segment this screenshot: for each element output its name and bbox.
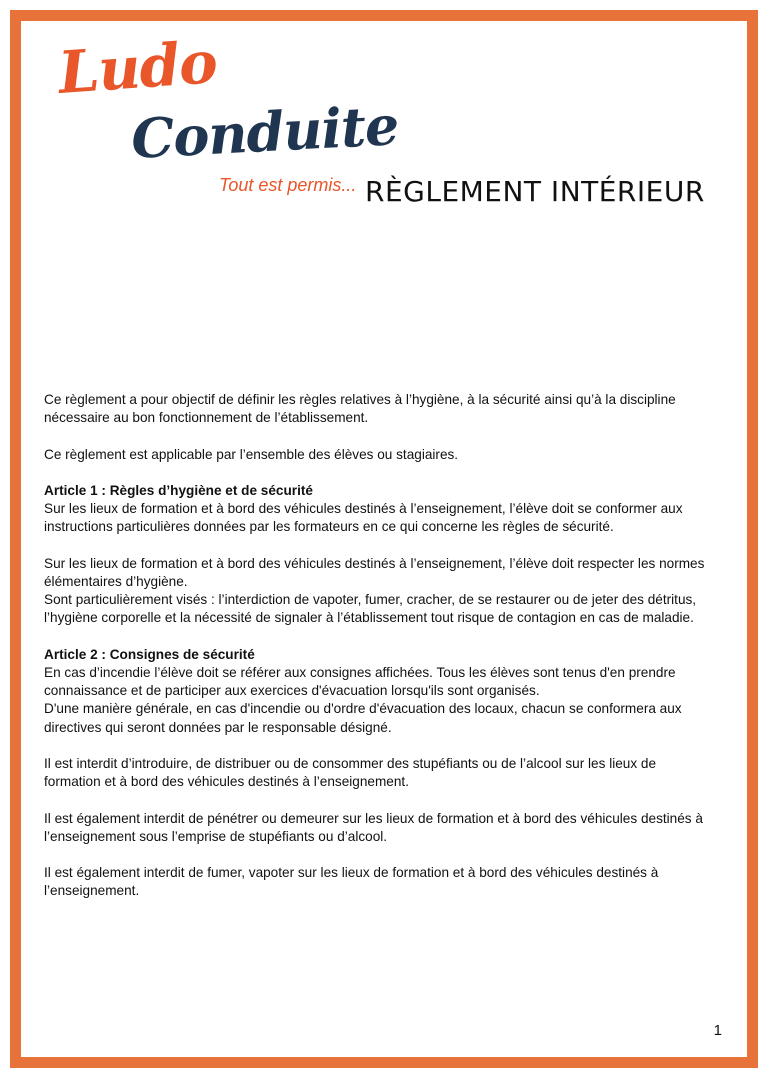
article-1-section-2 — [44, 555, 714, 628]
intro-paragraph-2: Ce règlement est applicable par l’ensemble des élèves ou stagiaires. — [44, 446, 459, 462]
article-2-paragraph-1: En cas d’incendie l’élève doit se référer aux consignes affichées. Tous les élèves sont tenus d'en prendre connaissance et de participer aux exercices d'évacuation lorsqu'ils sont organisés. — [44, 664, 676, 699]
article-1-paragraph-3: Sont particulièrement visés : l’interdiction de vapoter, fumer, cracher, de se restaurer ou de jeter des détritus, l’hygiène corporelle et la nécessité de signaler à l’établissement tout risque de contagion en cas de maladie. — [44, 592, 697, 626]
article-2-paragraph-5: Il est également interdit de fumer, vapoter sur les lieux de formation et à bord des véhicules destinés à l’enseignement. — [44, 865, 659, 899]
article-1-paragraph-1: Sur les lieux de formation et à bord des véhicules destinés à l’enseignement, l’élève doit se conformer aux instructions particulières données par les formateurs en ce qui concerne les règles de sécurité. — [44, 501, 683, 535]
page-title: RÈGLEMENT INTÉRIEUR — [365, 175, 705, 208]
logo-conduite-text: Conduite — [129, 93, 400, 171]
article-1-paragraph-2: Sur les lieux de formation et à bord des véhicules destinés à l’enseignement, l’élève doit respecter les normes élémentaires d’hygiène. — [44, 555, 705, 589]
logo-ludo-text: Ludo — [56, 28, 219, 107]
article-2-paragraph-3: Il est interdit d’introduire, de distribuer ou de consommer des stupéfiants ou de l’alcool sur les lieux de formation et à bord des véhicules destinés à l’enseignement. — [44, 755, 657, 790]
article-2-heading: Article 2 : Consignes de sécurité — [44, 646, 255, 662]
ludo-conduite-logo — [53, 28, 400, 209]
intro-paragraph-1: Ce règlement a pour objectif de définir les règles relatives à l’hygiène, à la sécurité ainsi qu’à la discipline nécessaire au bon fonctionnement de l’établissement. — [44, 392, 676, 426]
logo-tagline: Tout est permis... — [219, 175, 357, 195]
document-page — [10, 10, 758, 1068]
page-number: 1 — [713, 1022, 722, 1039]
article-2-paragraph-2: D'une manière générale, en cas d'incendie ou d'ordre d'évacuation des locaux, chacun se conformera aux directives qui seront données par le responsable désigné. — [44, 701, 682, 735]
article-2-paragraph-4: Il est également interdit de pénétrer ou demeurer sur les lieux de formation et à bord des véhicules destinés à l’enseignement sous l’emprise de stupéfiants ou d’alcool. — [44, 810, 703, 844]
article-1-section — [44, 482, 714, 537]
article-1-heading: Article 1 : Règles d’hygiène et de sécurité — [44, 482, 313, 498]
document-body — [44, 391, 714, 919]
article-2-section — [44, 646, 714, 737]
